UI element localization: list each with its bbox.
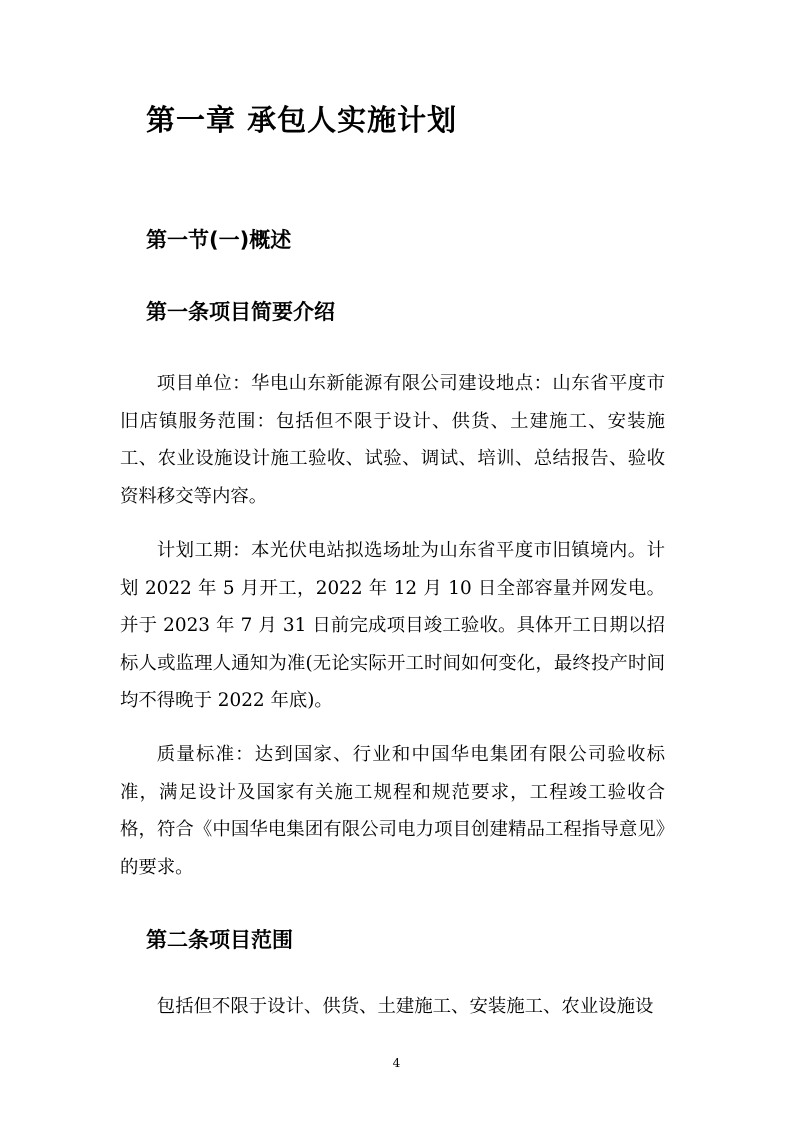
section-title: 第一节(一)概述 xyxy=(146,228,292,252)
article-title-project-scope: 第二条项目范围 xyxy=(146,928,293,952)
paragraph-project-scope: 包括但不限于设计、供货、土建施工、安装施工、农业设施设 xyxy=(156,996,654,1017)
paragraph-planned-schedule: 计划工期：本光伏电站拟选场址为山东省平度市旧镇境内。计划 2022 年 5 月开工，2022 年 12 月 10 日全部容量并网发电。并于 2023 年 7 月 31 日前完成项目竣工验收。具体开工日期以招标人或监理人通知为准(无论实际开工时间如何变化，最终投产时间均不得晚于 2022 年底)。 xyxy=(120,540,665,711)
paragraph-quality-standard: 质量标准：达到国家、行业和中国华电集团有限公司验收标准，满足设计及国家有关施工规程和规范要求，工程竣工验收合格，符合《中国华电集团有限公司电力项目创建精品工程指导意见》的要求。 xyxy=(120,744,665,878)
chapter-title: 第一章 承包人实施计划 xyxy=(146,103,458,137)
article-title-project-introduction: 第一条项目简要介绍 xyxy=(146,300,335,324)
paragraph-project-unit: 项目单位：华电山东新能源有限公司建设地点：山东省平度市旧店镇服务范围：包括但不限于设计、供货、土建施工、安装施工、农业设施设计施工验收、试验、调试、培训、总结报告、验收资料移交等内容。 xyxy=(120,373,665,507)
page-number: 4 xyxy=(392,1056,401,1070)
